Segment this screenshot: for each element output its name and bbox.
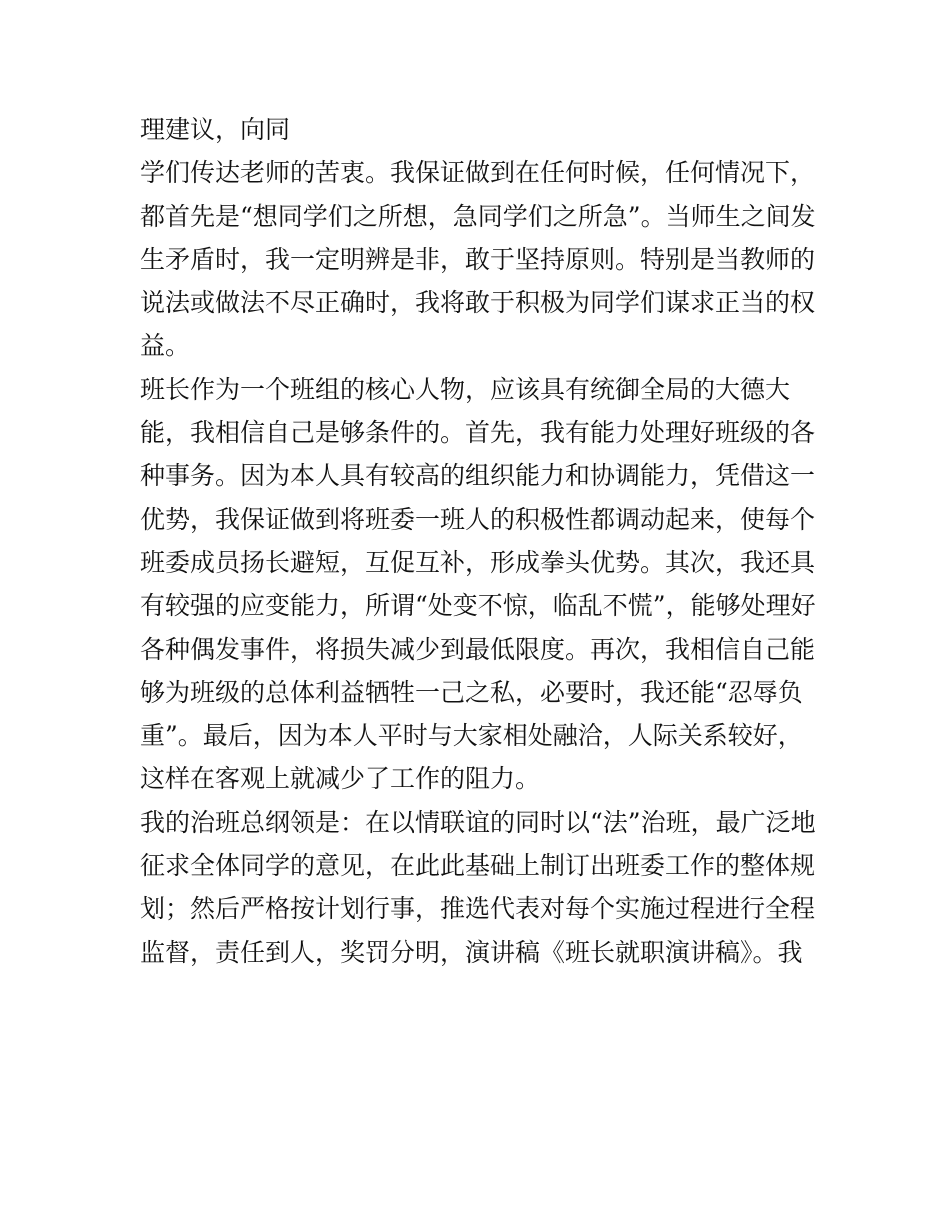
text-line: 学们传达老师的苦衷。我保证做到在任何时候，任何情况下， — [140, 158, 816, 188]
text-line: 优势，我保证做到将班委一班人的积极性都调动起来，使每个 — [140, 504, 816, 534]
text-line: 我的治班总纲领是：在以情联谊的同时以“法”治班，最广泛地 — [140, 807, 816, 837]
text-line: 班长作为一个班组的核心人物，应该具有统御全局的大德大 — [140, 374, 791, 404]
text-line: 益。 — [140, 331, 191, 361]
document-body — [140, 108, 820, 974]
text-line: 班委成员扬长避短，互促互补，形成拳头优势。其次，我还具 — [140, 547, 816, 577]
text-line: 说法或做法不尽正确时，我将敢于积极为同学们谋求正当的权 — [140, 288, 816, 318]
text-line: 有较强的应变能力，所谓“处变不惊，临乱不慌”，能够处理好 — [140, 591, 816, 621]
text-line: 理建议，向同 — [140, 115, 291, 144]
text-line: 都首先是“想同学们之所想，急同学们之所急”。当师生之间发 — [140, 201, 816, 231]
text-line: 种事务。因为本人具有较高的组织能力和协调能力，凭借这一 — [140, 461, 816, 491]
text-line: 监督，责任到人，奖罚分明，演讲稿《班长就职演讲稿》。我 — [140, 937, 803, 967]
text-line: 生矛盾时，我一定明辨是非，敢于坚持原则。特别是当教师的 — [140, 244, 816, 274]
text-line: 各种偶发事件，将损失减少到最低限度。再次，我相信自己能 — [140, 634, 816, 664]
text-line: 够为班级的总体利益牺牲一己之私，必要时，我还能“忍辱负 — [140, 677, 803, 707]
text-line: 能，我相信自己是够条件的。首先，我有能力处理好班级的各 — [140, 418, 816, 448]
text-line: 这样在客观上就减少了工作的阻力。 — [140, 764, 541, 794]
text-line: 征求全体同学的意见，在此此基础上制订出班委工作的整体规 — [140, 851, 816, 881]
text-line: 重”。最后，因为本人平时与大家相处融洽，人际关系较好， — [140, 721, 803, 751]
text-line: 划；然后严格按计划行事，推选代表对每个实施过程进行全程 — [140, 894, 816, 924]
